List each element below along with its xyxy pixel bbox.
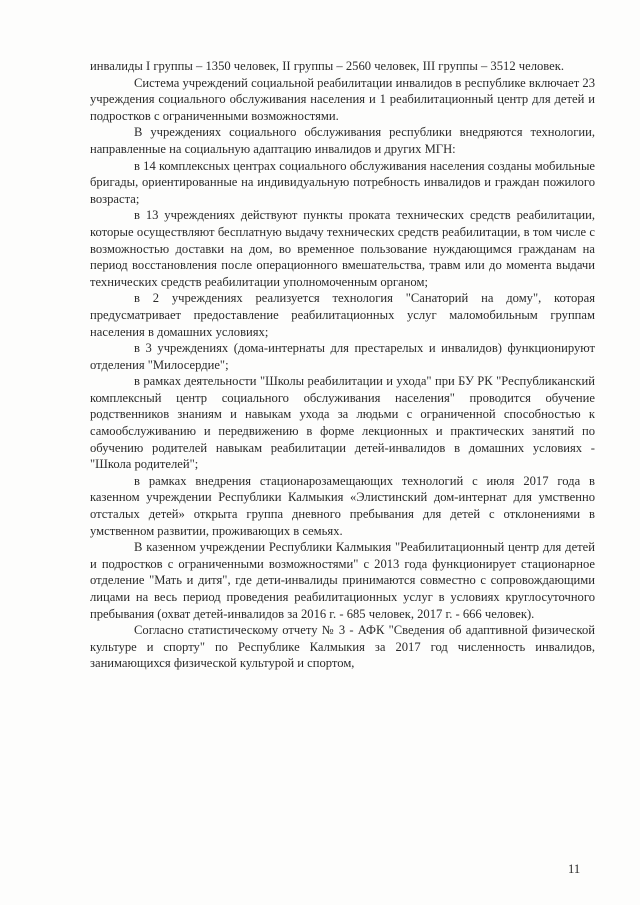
- paragraph-home-sanatorium: в 2 учреждениях реализуется технология "Санаторий на дому", которая предусматривает предоставление реабилитационных услуг маломобильным группам населения в домашних условиях;: [90, 291, 595, 339]
- paragraph-day-stay-group: в рамках внедрения стационарозамещающих технологий с июля 2017 года в казенном учреждении Республики Калмыкия «Элистинский дом-интернат для умственно отсталых детей» открыта группа дневного пребывания для детей с отклонениями в умственном развитии, проживающих в семьях.: [90, 473, 595, 538]
- paragraph-disabled-groups-count: инвалиды I группы – 1350 человек, II группы – 2560 человек, III группы – 3512 человек.: [90, 59, 564, 73]
- paragraph-mercy-departments: в 3 учреждениях (дома-интернаты для престарелых и инвалидов) функционируют отделения "Милосердие";: [90, 341, 595, 372]
- paragraph-rehab-center: В казенном учреждении Республики Калмыкия "Реабилитационный центр для детей и подростков с ограниченными возможностями" с 2013 года функционирует стационарное отделение "Мать и дитя", где дети-инвалиды принимаются совместно с сопровождающими лицами на весь период проведения реабилитационных услуг в условиях круглосуточного пребывания (охват детей-инвалидов за 2016 г. - 685 человек, 2017 г. - 666 человек).: [90, 540, 595, 621]
- paragraph-technologies-intro: В учреждениях социального обслуживания республики внедряются технологии, направленные на социальную адаптацию инвалидов и других МГН:: [90, 125, 595, 156]
- paragraph-rental-points: в 13 учреждениях действуют пункты проката технических средств реабилитации, которые осуществляют бесплатную выдачу технических средств реабилитации, в том числе с возможностью доставки на дом, во временное пользование нуждающимся гражданам на период восстановления после операционного вмешательства, травм или до момента выдачи технических средств реабилитации уполномоченным органом;: [90, 208, 595, 289]
- paragraph-mobile-brigades: в 14 комплексных центрах социального обслуживания населения созданы мобильные бригады, ориентированные на индивидуальную потребность инвалидов и граждан пожилого возраста;: [90, 158, 595, 206]
- page-number: 11: [568, 862, 581, 876]
- body-text: [90, 58, 595, 672]
- paragraph-statistics-report: Согласно статистическому отчету № 3 - АФК "Сведения об адаптивной физической культуре и спорту" по Республике Калмыкия за 2017 год численность инвалидов, занимающихся физической культурой и спортом,: [90, 623, 595, 671]
- paragraph-rehab-school: в рамках деятельности "Школы реабилитации и ухода" при БУ РК "Республиканский комплексный центр социального обслуживания населения" проводится обучение родственников знаниям и навыкам ухода за людьми с ограниченной способностью к самообслуживанию и передвижению в форме лекционных и практических занятий по обучению родителей навыкам реабилитации детей-инвалидов в домашних условиях - "Школа родителей";: [90, 374, 595, 472]
- paragraph-rehab-system: Система учреждений социальной реабилитации инвалидов в республике включает 23 учреждения социального обслуживания населения и 1 реабилитационный центр для детей и подростков с ограниченными возможностями.: [90, 75, 595, 123]
